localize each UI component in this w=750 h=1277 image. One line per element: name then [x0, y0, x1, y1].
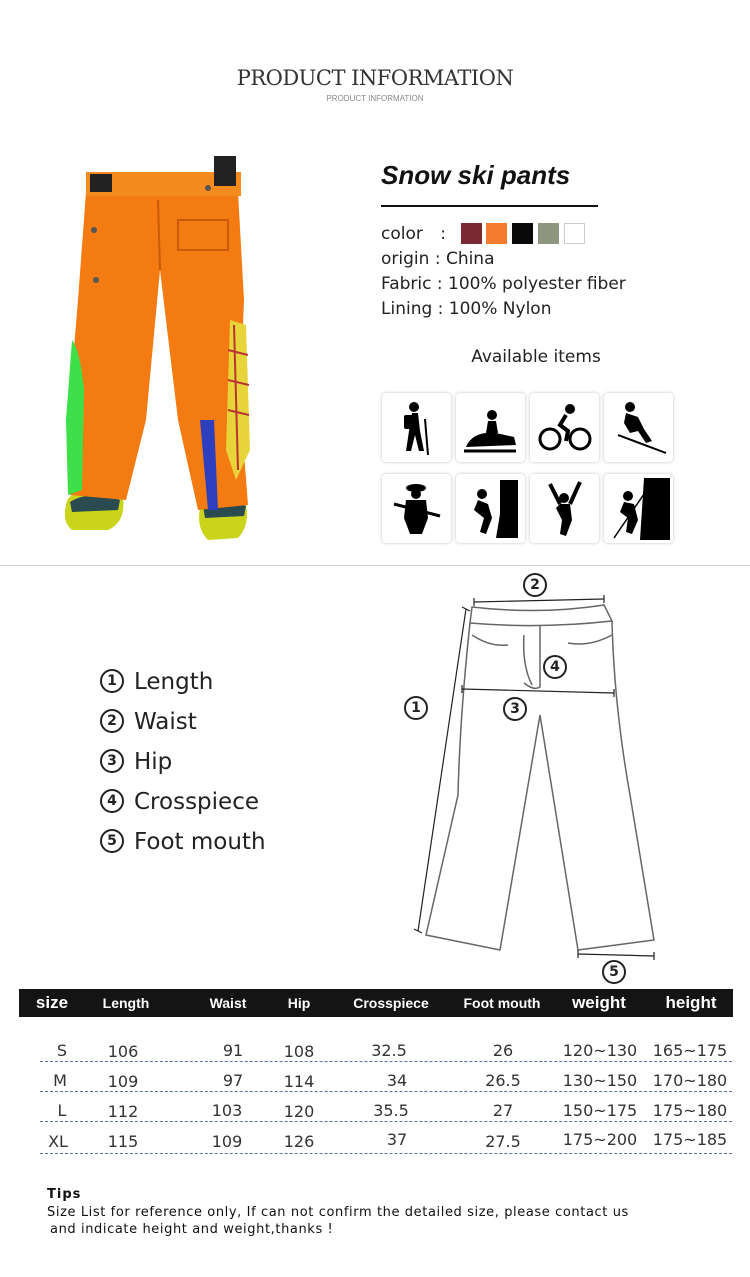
- cell-hip: 126: [283, 1132, 315, 1151]
- tips-text-line2: and indicate height and weight,thanks !: [50, 1222, 334, 1237]
- available-items-label: Available items: [471, 347, 601, 367]
- cell-waist: 97: [222, 1071, 244, 1090]
- climbing-icon: [456, 474, 525, 543]
- cell-foot-mouth: 27.5: [485, 1132, 521, 1151]
- row-divider: [40, 1091, 732, 1092]
- th-hip: Hip: [287, 995, 311, 1011]
- cell-size: S: [56, 1041, 68, 1060]
- spec-color: [381, 224, 446, 244]
- legend-item-waist: [100, 709, 197, 735]
- spec-fabric-value: : 100% polyester fiber: [436, 274, 626, 294]
- diagram-marker-foot-mouth: 5: [602, 960, 626, 984]
- row-divider: [40, 1121, 732, 1122]
- spec-fabric-label: Fabric: [381, 274, 432, 294]
- diagram-marker-length: 1: [404, 696, 428, 720]
- cell-length: 115: [107, 1132, 139, 1151]
- diagram-marker-waist: 2: [523, 573, 547, 597]
- section-title: PRODUCT INFORMATION: [236, 66, 514, 90]
- cell-crosspiece: 32.5: [371, 1041, 407, 1060]
- cell-waist: 91: [222, 1041, 244, 1060]
- diagram-marker-crosspiece: 4: [543, 655, 567, 679]
- spec-lining: [381, 299, 551, 319]
- legend-label: Length: [134, 669, 214, 695]
- cell-length: 109: [107, 1072, 139, 1091]
- th-foot-mouth: Foot mouth: [463, 995, 541, 1011]
- cell-height: 175~180: [652, 1101, 728, 1120]
- color-swatch-burgundy[interactable]: [461, 223, 482, 244]
- color-swatch-white[interactable]: [564, 223, 585, 244]
- tips-text-line1: Size List for reference only, If can not confirm the detailed size, please contact us: [47, 1205, 629, 1220]
- cell-foot-mouth: 27: [492, 1101, 514, 1120]
- legend-number: 2: [100, 709, 124, 733]
- diagram-marker-hip: 3: [503, 697, 527, 721]
- th-crosspiece: Crosspiece: [353, 995, 429, 1011]
- measurement-diagram: [400, 595, 670, 975]
- cell-hip: 114: [283, 1072, 315, 1091]
- rock-climbing-icon: [530, 474, 599, 543]
- legend-item-crosspiece: [100, 789, 259, 815]
- cycling-icon: [530, 393, 599, 462]
- spec-lining-label: Lining: [381, 299, 433, 319]
- cell-weight: 130~150: [562, 1071, 638, 1090]
- product-photo: [58, 150, 258, 545]
- tips-heading: Tips: [47, 1187, 82, 1202]
- th-length: Length: [102, 995, 150, 1011]
- color-swatch-orange[interactable]: [486, 223, 507, 244]
- th-weight: weight: [572, 993, 626, 1012]
- cell-waist: 109: [211, 1132, 243, 1151]
- cell-foot-mouth: 26.5: [485, 1071, 521, 1090]
- title-underline: [381, 205, 598, 207]
- mountaineering-icon: [604, 474, 673, 543]
- cell-waist: 103: [211, 1101, 243, 1120]
- cell-size: XL: [48, 1132, 68, 1151]
- cell-weight: 120~130: [562, 1041, 638, 1060]
- spec-origin-label: origin: [381, 249, 430, 269]
- cell-length: 106: [107, 1042, 139, 1061]
- th-waist: Waist: [209, 995, 247, 1011]
- legend-label: Crosspiece: [134, 789, 259, 815]
- spec-origin: [381, 249, 495, 269]
- skiing-icon: [604, 393, 673, 462]
- legend-number: 5: [100, 829, 124, 853]
- spec-fabric: [381, 274, 626, 294]
- hiking-icon: [382, 393, 451, 462]
- color-swatch-gray-green[interactable]: [538, 223, 559, 244]
- cell-height: 165~175: [652, 1041, 728, 1060]
- cell-hip: 120: [283, 1102, 315, 1121]
- cell-size: M: [53, 1071, 67, 1090]
- legend-label: Waist: [134, 709, 197, 735]
- legend-item-hip: [100, 749, 172, 775]
- spec-origin-value: : China: [434, 249, 495, 269]
- cell-weight: 175~200: [562, 1130, 638, 1149]
- cell-hip: 108: [283, 1042, 315, 1061]
- th-height: height: [665, 993, 717, 1012]
- th-size: size: [35, 993, 69, 1012]
- cell-crosspiece: 35.5: [373, 1101, 409, 1120]
- cell-length: 112: [107, 1102, 139, 1121]
- snowmobile-icon: [456, 393, 525, 462]
- cell-weight: 150~175: [562, 1101, 638, 1120]
- legend-label: Foot mouth: [134, 829, 266, 855]
- legend-number: 4: [100, 789, 124, 813]
- product-name: Snow ski pants: [381, 160, 571, 190]
- spec-lining-value: : 100% Nylon: [437, 299, 552, 319]
- color-swatch-black[interactable]: [512, 223, 533, 244]
- section-subtitle: PRODUCT INFORMATION: [326, 94, 424, 103]
- hunting-icon: [382, 474, 451, 543]
- legend-item-length: [100, 669, 213, 695]
- legend-number: 3: [100, 749, 124, 773]
- cell-height: 175~185: [652, 1130, 728, 1149]
- legend-label: Hip: [134, 749, 173, 775]
- section-divider: [0, 565, 750, 566]
- cell-crosspiece: 37: [386, 1130, 408, 1149]
- row-divider: [40, 1153, 732, 1154]
- cell-height: 170~180: [652, 1071, 728, 1090]
- cell-size: L: [57, 1101, 67, 1120]
- spec-color-sep: :: [440, 224, 447, 244]
- row-divider: [40, 1061, 732, 1062]
- spec-color-label: color: [381, 224, 423, 244]
- cell-crosspiece: 34: [386, 1071, 408, 1090]
- legend-item-foot-mouth: [100, 829, 266, 855]
- cell-foot-mouth: 26: [492, 1041, 514, 1060]
- legend-number: 1: [100, 669, 124, 693]
